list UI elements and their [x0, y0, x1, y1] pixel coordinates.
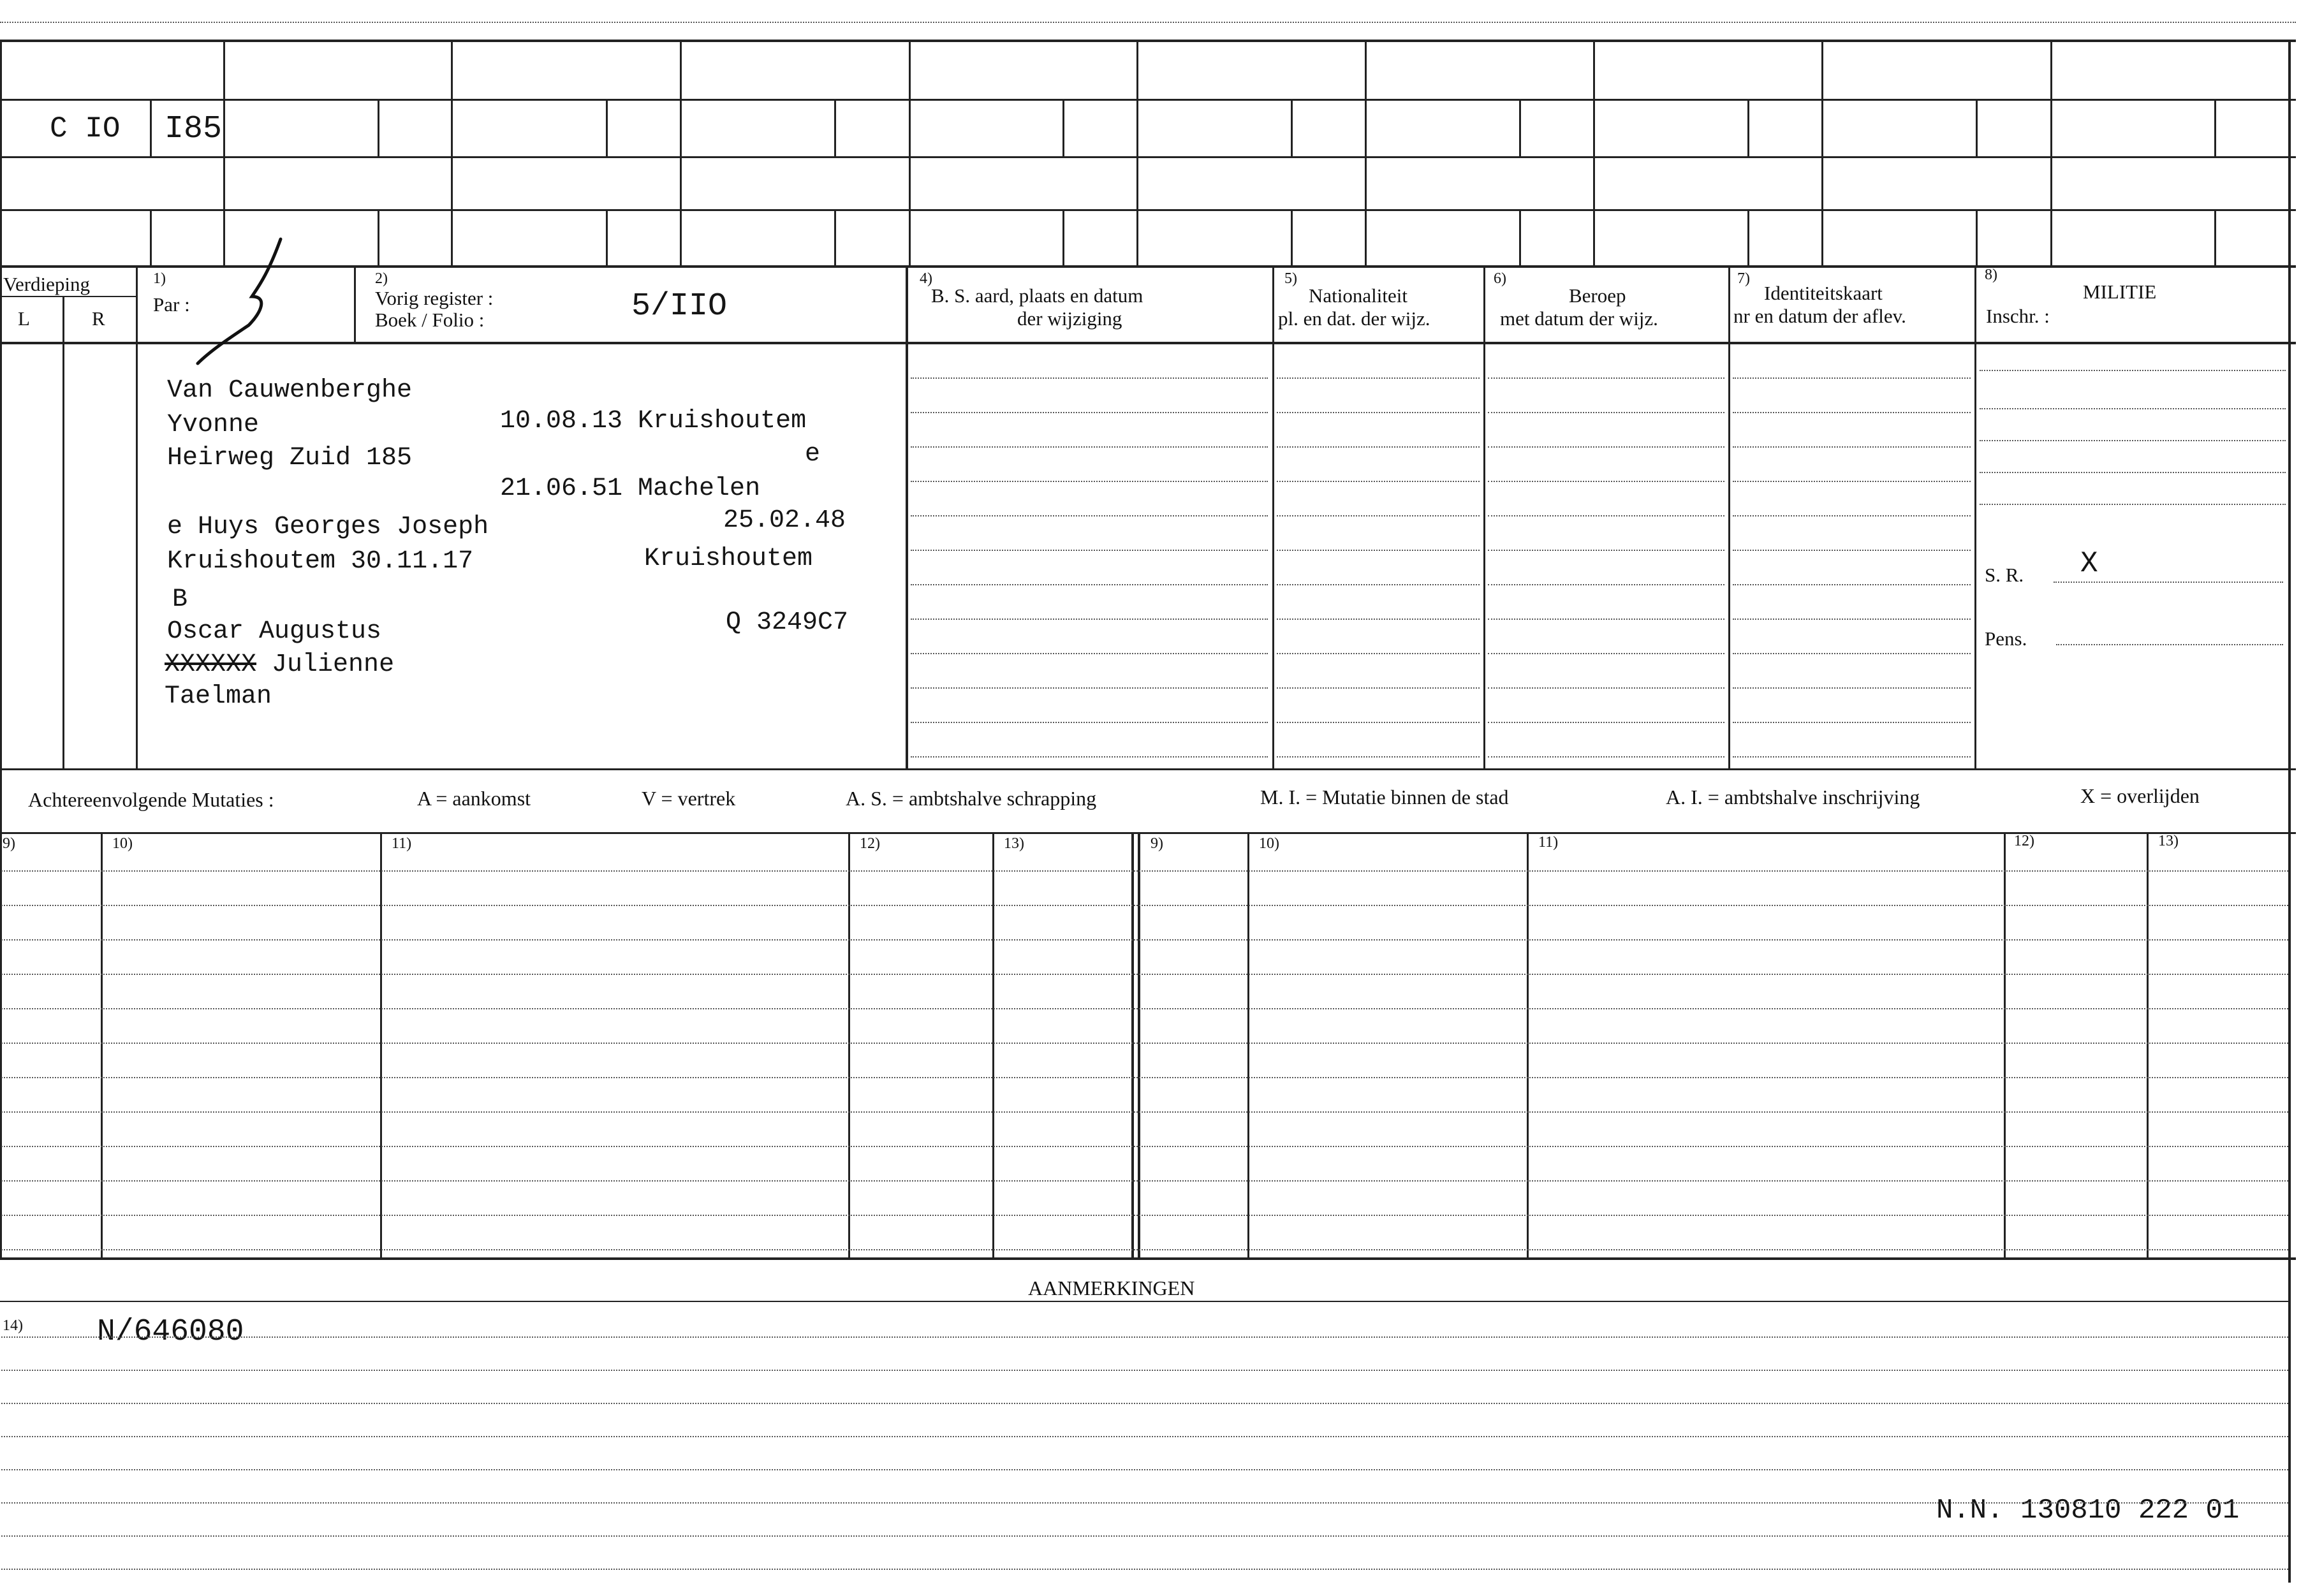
col6-title-line1: Beroep — [1569, 284, 1626, 307]
militie-title: MILITIE — [2083, 281, 2157, 303]
dotted-ruling-line — [911, 481, 1268, 482]
grid-line — [380, 832, 382, 1257]
col7-title-line2: nr en datum der aflev. — [1733, 305, 1906, 327]
dotted-ruling-line — [1733, 515, 1971, 516]
dotted-ruling-line — [1, 939, 2288, 941]
grid-line — [992, 832, 994, 1257]
person-mother — [165, 650, 394, 679]
dotted-ruling-line — [1733, 619, 1971, 620]
dotted-ruling-line — [1488, 446, 1724, 448]
person-address: Heirweg Zuid 185 — [167, 444, 413, 472]
person-date3: 25.02.48 — [723, 506, 846, 535]
dotted-ruling-line — [1488, 722, 1724, 723]
grid-line — [1527, 832, 1529, 1257]
mutaties-col10-right: 10) — [1259, 835, 1279, 852]
dotted-ruling-line — [1277, 446, 1480, 448]
grid-line — [848, 832, 850, 1257]
dotted-ruling-line — [911, 377, 1268, 379]
top-border-line — [0, 40, 2296, 42]
mutatie-legend-v: V = vertrek — [642, 787, 736, 810]
dotted-ruling-line — [911, 446, 1268, 448]
grid-line — [378, 99, 379, 156]
grid-line — [1483, 268, 1485, 768]
dotted-ruling-line — [911, 550, 1268, 551]
mutaties-col12-left: 12) — [860, 835, 880, 852]
grid-line — [606, 209, 608, 267]
national-number: N.N. 130810 222 01 — [1936, 1495, 2240, 1526]
grid-line — [1519, 209, 1521, 267]
col5-title-line2: pl. en dat. der wijz. — [1278, 307, 1430, 330]
mother-first-name: Julienne — [256, 650, 395, 679]
dotted-ruling-line — [1277, 722, 1480, 723]
col5-number: 5) — [1284, 270, 1297, 287]
dotted-ruling-line — [1, 1249, 2288, 1250]
mutaties-col9-right: 9) — [1150, 835, 1163, 852]
grid-line — [1138, 832, 1140, 1257]
person-father: Oscar Augustus — [167, 617, 382, 646]
grid-line — [1131, 832, 1134, 1257]
grid-line — [2214, 209, 2216, 267]
dotted-ruling-line — [1, 1008, 2288, 1009]
dotted-ruling-line — [1733, 687, 1971, 689]
pens-label: Pens. — [1985, 627, 2027, 650]
vorig-number: 2) — [375, 270, 388, 287]
body-bottom-line — [0, 768, 2296, 770]
mutaties-col13-right: 13) — [2158, 833, 2179, 849]
verdieping-label: Verdieping — [3, 273, 91, 295]
grid-line — [909, 40, 911, 268]
par-label: Par : — [153, 293, 190, 316]
dotted-ruling-line — [1733, 756, 1971, 758]
dotted-ruling-line — [1277, 515, 1480, 516]
register-code-right: I85 — [165, 111, 223, 147]
dotted-ruling-line — [1277, 619, 1480, 620]
dotted-ruling-line — [1488, 377, 1724, 379]
grid-line — [136, 268, 138, 768]
dotted-ruling-line — [1488, 412, 1724, 413]
dotted-ruling-line — [1277, 584, 1480, 585]
sr-label: S. R. — [1985, 564, 2024, 586]
dotted-ruling-line — [911, 584, 1268, 585]
dotted-ruling-line — [1, 1336, 2288, 1338]
grid-line — [906, 268, 908, 768]
dotted-ruling-line — [1, 1502, 2288, 1504]
mutaties-col10-left: 10) — [112, 835, 133, 852]
col7-number: 7) — [1737, 270, 1750, 287]
pens-dotted-line — [2056, 644, 2283, 645]
dotted-ruling-line — [1733, 377, 1971, 379]
grid-line — [2050, 40, 2052, 268]
dotted-ruling-line — [1, 1370, 2288, 1371]
dotted-ruling-line — [1488, 481, 1724, 482]
dotted-ruling-line — [911, 619, 1268, 620]
dotted-ruling-line — [1, 905, 2288, 906]
dotted-ruling-line — [1277, 687, 1480, 689]
dotted-ruling-line — [1, 1111, 2288, 1113]
mutaties-bottom-line — [0, 1257, 2296, 1260]
dotted-ruling-line — [1733, 653, 1971, 654]
grid-line — [1519, 99, 1521, 156]
grid-line — [1136, 40, 1138, 268]
person-mark-b: B — [172, 585, 188, 614]
par-number: 1) — [153, 270, 166, 287]
grid-line — [680, 40, 682, 268]
dotted-ruling-line — [1, 1043, 2288, 1044]
mutaties-col11-right: 11) — [1538, 834, 1559, 851]
grid-line — [1593, 40, 1595, 268]
grid-line — [1747, 99, 1749, 156]
mutatie-legend-ai: A. I. = ambtshalve inschrijving — [1666, 786, 1920, 809]
dotted-ruling-line — [1733, 722, 1971, 723]
dotted-ruling-line — [1277, 377, 1480, 379]
grid-line — [0, 265, 2296, 268]
grid-line — [2147, 832, 2149, 1257]
grid-line — [1974, 268, 1976, 768]
person-spouse-birth: Kruishoutem 30.11.17 — [167, 547, 474, 576]
dotted-ruling-line — [1277, 481, 1480, 482]
grid-line — [0, 1301, 2290, 1302]
col6-title-line2: met datum der wijz. — [1500, 307, 1658, 330]
grid-line — [1976, 99, 1978, 156]
dotted-ruling-line — [1488, 687, 1724, 689]
grid-line — [2004, 832, 2006, 1257]
militie-inschr-label: Inschr. : — [1986, 305, 2050, 327]
right-border-line — [2288, 40, 2291, 1583]
dotted-ruling-line — [911, 687, 1268, 689]
dotted-ruling-line — [1733, 584, 1971, 585]
dotted-ruling-line — [0, 22, 2296, 23]
dotted-ruling-line — [911, 722, 1268, 723]
dotted-ruling-line — [1980, 370, 2286, 371]
person-place3: Kruishoutem — [644, 545, 813, 573]
grid-line — [150, 99, 152, 156]
aanmerkingen-number: 14) — [3, 1317, 23, 1334]
dotted-ruling-line — [1, 1436, 2288, 1437]
dotted-ruling-line — [1488, 756, 1724, 758]
person-mother-surname: Taelman — [165, 682, 272, 711]
header-bottom-line — [0, 342, 2296, 344]
grid-line — [378, 209, 379, 267]
person-birth: 10.08.13 Kruishoutem — [500, 407, 807, 436]
dotted-ruling-line — [1488, 515, 1724, 516]
grid-line — [1272, 268, 1274, 768]
dotted-ruling-line — [1, 1180, 2288, 1182]
vorig-register-value: 5/IIO — [631, 288, 728, 325]
dotted-ruling-line — [1488, 584, 1724, 585]
handwritten-par-mark — [191, 236, 293, 370]
dotted-ruling-line — [1277, 653, 1480, 654]
person-sex: e — [805, 440, 821, 469]
dotted-ruling-line — [1980, 504, 2286, 505]
dotted-ruling-line — [1, 1469, 2288, 1470]
mutaties-col13-left: 13) — [1004, 835, 1024, 852]
col6-number: 6) — [1494, 270, 1506, 287]
dotted-ruling-line — [1980, 440, 2286, 441]
mutatie-legend-mi: M. I. = Mutatie binnen de stad — [1260, 786, 1509, 809]
col4-title-line2: der wijziging — [1017, 307, 1122, 330]
dotted-ruling-line — [1, 1403, 2288, 1404]
grid-line — [1728, 268, 1730, 768]
grid-line — [2214, 99, 2216, 156]
person-date2: 21.06.51 Machelen — [500, 474, 761, 503]
mutaties-col11-left: 11) — [392, 835, 412, 852]
grid-line — [1365, 40, 1367, 268]
grid-line — [0, 209, 2296, 211]
dotted-ruling-line — [1, 1077, 2288, 1078]
dotted-ruling-line — [1, 1215, 2288, 1216]
person-firstname: Yvonne — [167, 411, 260, 439]
grid-line — [1821, 40, 1823, 268]
dotted-ruling-line — [1980, 472, 2286, 473]
grid-line — [150, 209, 152, 267]
verdieping-l-label: L — [18, 307, 30, 330]
dotted-ruling-line — [1, 1569, 2288, 1570]
grid-line — [0, 99, 2296, 101]
dotted-ruling-line — [911, 515, 1268, 516]
vorig-register-label: Vorig register : — [375, 287, 494, 309]
col4-number: 4) — [920, 270, 932, 287]
dotted-ruling-line — [1277, 412, 1480, 413]
dotted-ruling-line — [1733, 412, 1971, 413]
grid-line — [1247, 832, 1249, 1257]
aanmerkingen-title: AANMERKINGEN — [1028, 1277, 1195, 1299]
person-id-number: Q 3249C7 — [726, 608, 849, 637]
sr-dotted-line — [2054, 582, 2283, 583]
dotted-ruling-line — [911, 653, 1268, 654]
struck-out-text: XXXXXX — [165, 650, 257, 679]
person-surname: Van Cauwenberghe — [167, 376, 413, 405]
dotted-ruling-line — [1277, 756, 1480, 758]
grid-line — [834, 99, 836, 156]
dotted-ruling-line — [1488, 653, 1724, 654]
grid-line — [62, 296, 64, 768]
grid-line — [1062, 209, 1064, 267]
aanmerkingen-note: N/646080 — [97, 1315, 244, 1349]
dotted-ruling-line — [1488, 619, 1724, 620]
dotted-ruling-line — [1733, 446, 1971, 448]
dotted-ruling-line — [1733, 550, 1971, 551]
grid-line — [101, 832, 103, 1257]
col7-title-line1: Identiteitskaart — [1764, 282, 1883, 304]
dotted-ruling-line — [1980, 408, 2286, 409]
grid-line — [1976, 209, 1978, 267]
col4-title-line1: B. S. aard, plaats en datum — [931, 284, 1143, 307]
dotted-ruling-line — [911, 412, 1268, 413]
boek-folio-label: Boek / Folio : — [375, 309, 485, 331]
grid-line — [1747, 209, 1749, 267]
grid-line — [354, 268, 356, 343]
grid-line — [451, 40, 453, 268]
col8-number: 8) — [1985, 267, 1997, 283]
dotted-ruling-line — [1, 974, 2288, 975]
grid-line — [223, 40, 225, 268]
register-code-left: C IO — [50, 112, 121, 145]
person-spouse: e Huys Georges Joseph — [167, 513, 489, 541]
grid-line — [0, 296, 136, 297]
mutatie-legend-as: A. S. = ambtshalve schrapping — [846, 787, 1097, 810]
grid-line — [606, 99, 608, 156]
dotted-ruling-line — [1, 1146, 2288, 1147]
dotted-ruling-line — [911, 756, 1268, 758]
mutatie-legend-x: X = overlijden — [2080, 784, 2200, 807]
dotted-ruling-line — [1277, 550, 1480, 551]
dotted-ruling-line — [1, 870, 2288, 872]
grid-line — [1062, 99, 1064, 156]
verdieping-r-label: R — [92, 307, 105, 330]
mutaties-col12-right: 12) — [2014, 833, 2034, 849]
mutaties-col9-left: 9) — [3, 835, 15, 852]
col5-title-line1: Nationaliteit — [1309, 284, 1408, 307]
mutatie-legend-a: A = aankomst — [417, 787, 531, 810]
grid-line — [1291, 209, 1293, 267]
dotted-ruling-line — [1733, 481, 1971, 482]
grid-line — [1291, 99, 1293, 156]
mutaties-top-line — [0, 832, 2296, 834]
left-border-line — [0, 40, 2, 1257]
grid-line — [834, 209, 836, 267]
sr-value: X — [2080, 547, 2098, 580]
dotted-ruling-line — [1488, 550, 1724, 551]
dotted-ruling-line — [1, 1535, 2288, 1537]
grid-line — [0, 156, 2296, 158]
mutaties-label: Achtereenvolgende Mutaties : — [28, 788, 274, 811]
